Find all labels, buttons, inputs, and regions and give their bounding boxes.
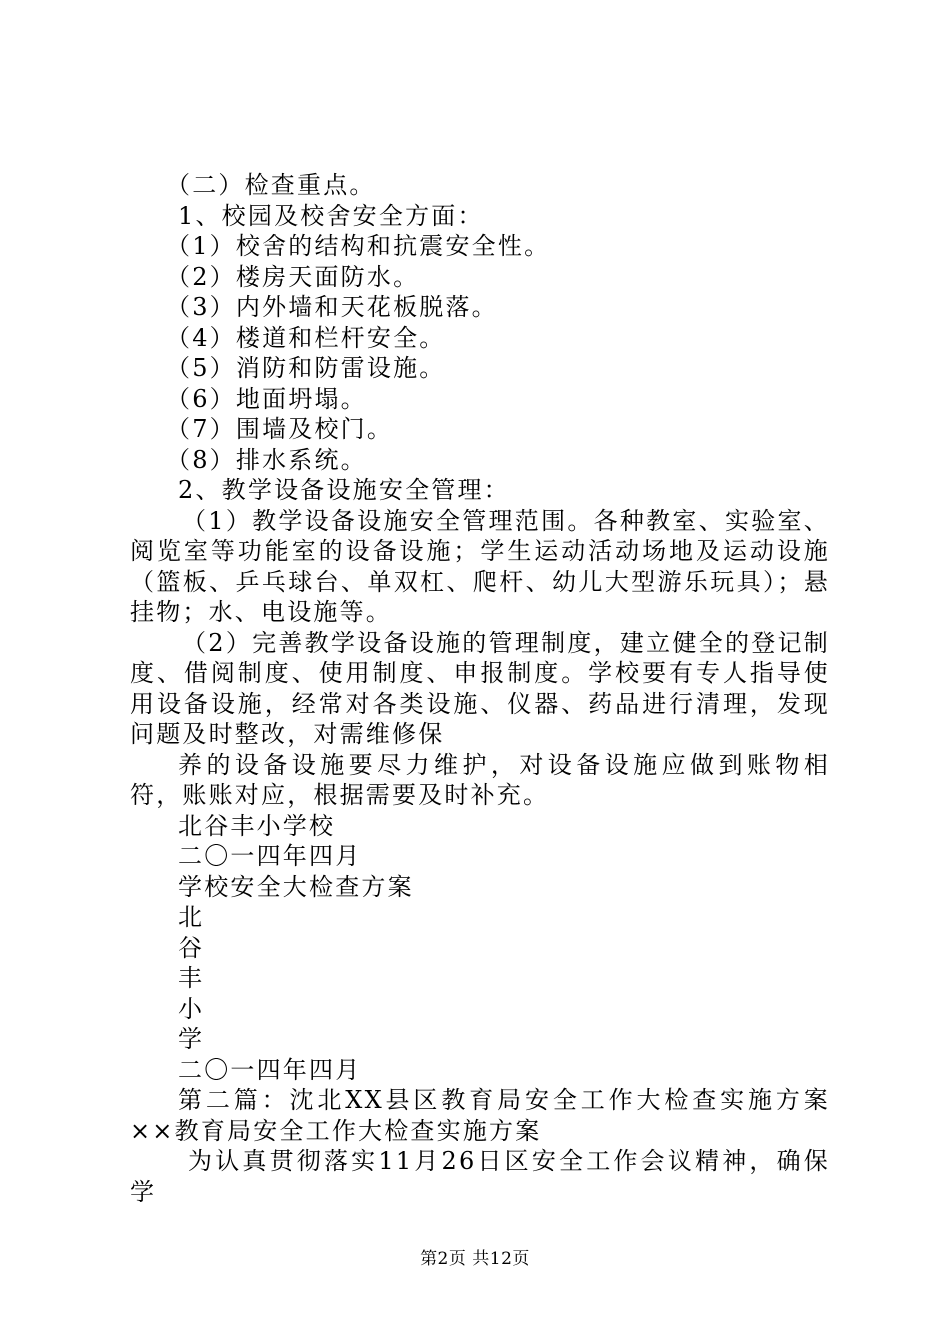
date: 二〇一四年四月 [178, 1055, 362, 1084]
list-item: （7）围墙及校门。 [166, 415, 394, 443]
chapter-title: 第二篇：沈北XX县区教育局安全工作大检查实施方案××教育局安全工作大检查实施方案 [130, 1086, 830, 1145]
paragraph-equipment-scope: （1）教学设备设施安全管理范围。各种教室、实验室、阅览室等功能室的设备设施；学生运动活动场地及运动设施（篮板、乒乓球台、单双杠、爬杆、幼儿大型游乐玩具）；悬挂物；水、电设施等。 [130, 506, 830, 626]
list-item: （5）消防和防雷设施。 [166, 354, 446, 382]
paragraph-intro: 为认真贯彻落实11月26日区安全工作会议精神，确保学 [130, 1147, 830, 1206]
section-heading-check-focus: （二）检查重点。 [166, 171, 376, 199]
paragraph-management-system: （2）完善教学设备设施的管理制度，建立健全的登记制度、借阅制度、使用制度、申报制度。学校要有专人指导使用设备设施，经常对各类设施、仪器、药品进行清理，发现问题及时整改，对需维修保 [130, 628, 830, 748]
vertical-char: 学 [178, 1025, 205, 1053]
page-footer: 第2页 共12页 [420, 1249, 530, 1269]
list-item: （4）楼道和栏杆安全。 [166, 323, 446, 352]
list-item: （1）校舍的结构和抗震安全性。 [166, 232, 551, 260]
paragraph-maintenance: 养的设备设施要尽力维护，对设备设施应做到账物相符，账账对应，根据需要及时补充。 [130, 750, 830, 809]
list-item: （2）楼房天面防水。 [166, 262, 420, 291]
list-item: （8）排水系统。 [166, 445, 367, 474]
vertical-char: 谷 [178, 933, 205, 962]
list-item: （6）地面坍塌。 [166, 384, 367, 413]
subsection-campus-safety: 1、校园及校舍安全方面： [178, 201, 484, 230]
date: 二〇一四年四月 [178, 842, 362, 870]
vertical-char: 北 [178, 903, 205, 931]
school-name: 北谷丰小学校 [178, 811, 336, 840]
vertical-char: 小 [178, 994, 205, 1023]
document-body [130, 170, 830, 1207]
vertical-char: 丰 [178, 964, 205, 992]
plan-title: 学校安全大检查方案 [178, 872, 414, 901]
subsection-equipment-safety: 2、教学设备设施安全管理： [178, 476, 510, 504]
list-item: （3）内外墙和天花板脱落。 [166, 293, 498, 321]
